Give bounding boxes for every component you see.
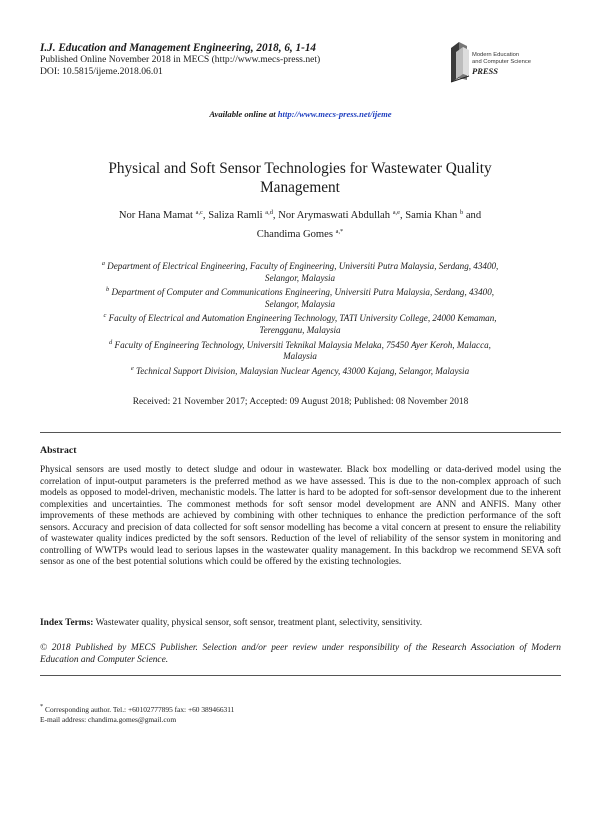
published-online: Published Online November 2018 in MECS (http://www.mecs-press.net): [40, 54, 321, 65]
author-4: , Samia Khan: [399, 210, 460, 221]
author-3: , Nor Arymaswati Abdullah: [272, 210, 393, 221]
affiliation-mark: c: [103, 312, 107, 320]
journal-issue: , 2018, 6, 1-14: [250, 42, 317, 54]
author-list: [40, 205, 560, 243]
author-5-affil: a,*: [335, 228, 344, 235]
authors-line-1: [40, 205, 560, 224]
journal-header: [40, 42, 420, 78]
email-address: E-mail address: chandima.gomes@gmail.com: [40, 715, 177, 724]
authors-line-2: [40, 224, 560, 243]
author-1: Nor Hana Mamat: [118, 210, 196, 221]
affiliation-text: Technical Support Division, Malaysian Nuclear Agency, 43000 Kajang, Selangor, Malaysia: [135, 365, 470, 376]
corresponding-author: [40, 702, 561, 715]
corresponding-text: Corresponding author. Tel.: +60102777895 fax: +60 389466311: [43, 705, 235, 714]
available-online: [0, 109, 601, 119]
publication-dates: Received: 21 November 2017; Accepted: 09 August 2018; Published: 08 November 2018: [132, 397, 469, 407]
affiliation-text: Department of Computer and Communications Engineering, Universiti Putra Malaysia, Serdang, 43400,: [111, 287, 495, 298]
divider-bottom: [40, 675, 561, 676]
affiliation-text-cont: Malaysia: [283, 351, 317, 362]
affiliation-text-cont: Terengganu, Malaysia: [259, 324, 341, 335]
logo-line2: and Computer Science: [472, 59, 531, 65]
author-4-affil: b: [460, 209, 464, 216]
footnote-star: *: [40, 703, 44, 710]
affiliation-text-cont: Selangor, Malaysia: [264, 298, 336, 309]
index-terms: [40, 618, 561, 630]
affiliation-text-cont: Selangor, Malaysia: [264, 272, 336, 283]
affiliation-text: Faculty of Engineering Technology, Universiti Teknikal Malaysia Melaka, 75450 Ayer Keroh, Malacca,: [114, 339, 491, 350]
footnote: [40, 702, 561, 725]
affiliation-d: [40, 337, 560, 363]
abstract-body: Physical sensors are used mostly to detect sludge and odour in wastewater. Black box modelling or data-derived model using the correlation of input-output parameters is the preferred method as we have assessed. This is due to the non-complex approach of such models as opposed to model-driven, mechanistic models. The latter is hard to be adopted for soft-sensor development due to the inherent complexities and uncertainties. The commonest methods for soft sensor model development are ANN and ANFIS. Many other improvements of these methods are achieved by combining with other techniques to enhance the prediction performance of the soft sensors. Accuracy and precision of data collected for soft sensor modelling has become a vital concern at present to ensure the reliability of wastewater quality indices predicted by the soft sensors. Reduction of the level of reliability of the sensor system in monitoring and controlling of WWTPs would lead to serious lapses in the wastewater quality management. In this backdrop we recommend SEVA soft sensor as one of the best potential solutions which could be offered by the existing technologies.: [40, 465, 561, 567]
author-1-affil: a,c: [195, 209, 203, 216]
affiliation-b: [40, 284, 560, 310]
logo-line1: Modern Education: [472, 52, 520, 58]
affiliation-mark: e: [130, 364, 134, 372]
affiliation-c: [40, 310, 560, 336]
journal-name: I.J. Education and Management Engineering: [40, 42, 251, 54]
affiliation-text: Department of Electrical Engineering, Faculty of Engineering, Universiti Putra Malaysia, Serdang, 43400,: [107, 261, 499, 271]
publisher-logo: [447, 38, 567, 84]
abstract-heading: Abstract: [40, 445, 77, 456]
affiliation-a: [40, 258, 560, 284]
book-stack-icon: [451, 42, 469, 82]
affiliation-e: [40, 363, 560, 378]
index-terms-label: Index Terms:: [40, 618, 94, 628]
title-line-1: Physical and Soft Sensor Technologies for Wastewater Quality: [108, 160, 492, 177]
authors-and: and: [463, 210, 482, 221]
copyright-notice: © 2018 Published by MECS Publisher. Selection and/or peer review under responsibility of the Research Association of Modern Education and Computer Science.: [40, 643, 561, 665]
logo-press: PRESS: [472, 66, 498, 76]
affiliation-text: Faculty of Electrical and Automation Engineering Technology, TATI University College, 24000 Kemaman,: [108, 313, 497, 324]
author-5: Chandima Gomes: [256, 229, 336, 240]
available-prefix: Available online at: [209, 109, 278, 119]
affiliations: [40, 258, 560, 377]
title-line-2: Management: [260, 179, 340, 196]
affiliation-mark: a: [101, 260, 105, 267]
affiliation-mark: b: [105, 286, 110, 294]
divider-top: [40, 432, 561, 433]
index-terms-text: Wastewater quality, physical sensor, soft sensor, treatment plant, selectivity, sensitivity.: [93, 618, 423, 628]
doi: DOI: 10.5815/ijeme.2018.06.01: [40, 66, 163, 77]
author-3-affil: a,e: [392, 209, 400, 216]
journal-link[interactable]: http://www.mecs-press.net/ijeme: [277, 109, 392, 119]
journal-citation: [40, 42, 420, 54]
paper-title: [40, 159, 560, 197]
author-2-affil: a,d: [265, 209, 273, 216]
author-2: , Saliza Ramli: [202, 210, 266, 221]
affiliation-mark: d: [109, 338, 113, 346]
